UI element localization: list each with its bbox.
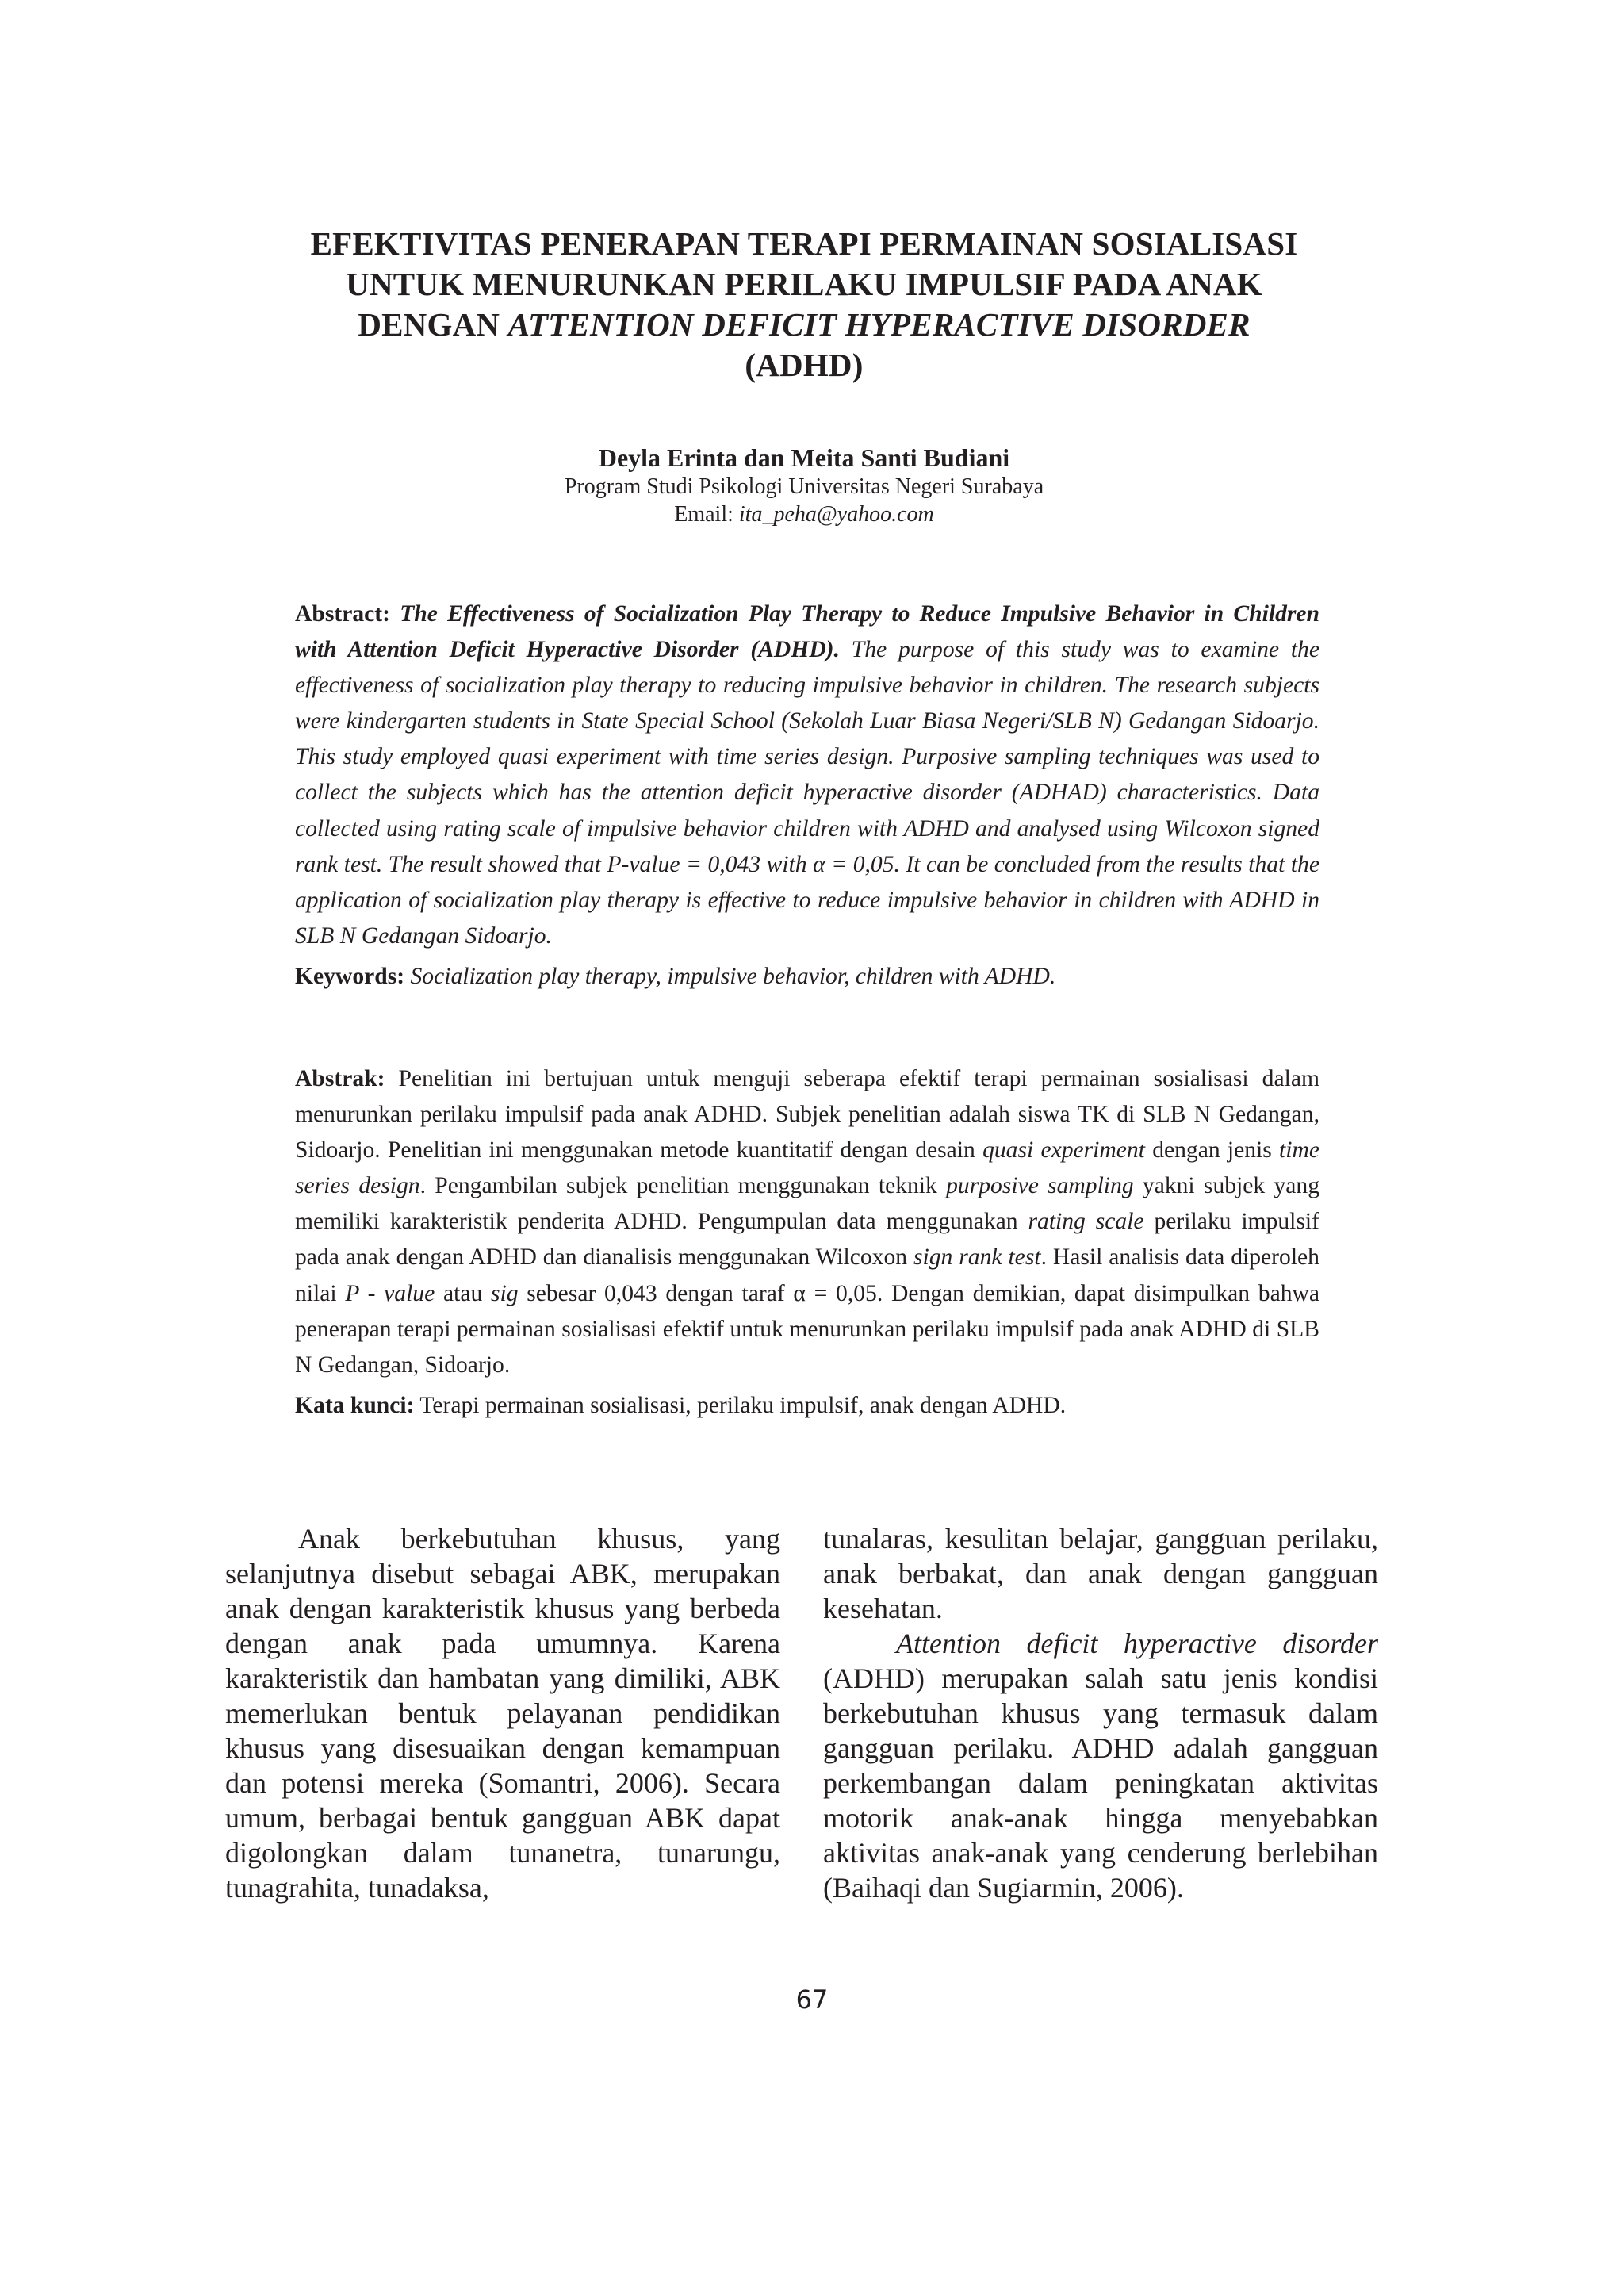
title-line-2: UNTUK MENURUNKAN PERILAKU IMPULSIF PADA ANAK [346,266,1262,302]
kata-kunci-text: Terapi permainan sosialisasi, perilaku impulsif, anak dengan ADHD. [414,1392,1067,1418]
abstract-indonesian [295,1061,1320,1424]
body-paragraph-2-italic: Attention deficit hyperactive disorder [896,1628,1378,1659]
abstrak-italic-4: rating scale [1028,1209,1144,1235]
title-line-1: EFEKTIVITAS PENERAPAN TERAPI PERMAINAN SOSIALISASI [310,225,1298,262]
abstrak-italic-1: quasi experiment [982,1137,1145,1164]
title-line-4: (ADHD) [745,347,864,383]
keywords-english [295,959,1320,995]
body-paragraph-2 [823,1626,1378,1905]
abstrak-italic-2: time series design [295,1137,1320,1199]
author-affiliation: Program Studi Psikologi Universitas Negeri Surabaya [564,474,1044,499]
abstrak-label: Abstrak: [295,1066,399,1091]
author-block [222,443,1386,528]
abstract-english-paragraph [295,596,1320,954]
keywords-label: Keywords: [295,963,405,989]
abstract-english [295,596,1320,995]
abstrak-text-5: perilaku impulsif pada anak dengan ADHD dan dianalisis menggunakan Wilcoxon [295,1209,1320,1271]
body-paragraph-1: Anak berkebutuhan khusus, yang selanjutnya disebut sebagai ABK, merupakan anak dengan karakteristik khusus yang berbeda dengan anak pada umumnya. Karena karakteristik dan hambatan yang dimiliki, ABK memerlukan bentuk pelayanan pendidikan khusus yang disesuaikan dengan kemampuan dan potensi mereka (Somantri, 2006). Secara umum, berbagai bentuk gangguan ABK dapat digolongkan dalam tunanetra, tunarungu, tunagrahita, tunadaksa, [225,1523,780,1904]
abstract-indonesian-paragraph [295,1061,1320,1383]
title-line-3 [222,305,1386,345]
kata-kunci-label: Kata kunci: [295,1392,415,1418]
abstrak-italic-5: sign rank test [914,1244,1041,1271]
email-address: ita_peha@yahoo.com [738,502,934,527]
body-column-left [225,1521,780,1905]
abstrak-text-1: Penelitian ini bertujuan untuk menguji seberapa efektif terapi permainan sosialisasi dalam menurunkan perilaku impulsif pada anak ADHD. Subjek penelitian adalah siswa TK di SLB N Gedangan, Sidoarjo. Penelitian ini menggunakan metode kuantitatif dengan desain [295,1066,1320,1164]
abstrak-text-6: . Hasil analisis data diperoleh nilai [295,1244,1320,1306]
abstrak-italic-3: purposive sampling [946,1173,1134,1199]
author-names: Deyla Erinta dan Meita Santi Budiani [598,443,1010,472]
title-line-3-italic: ATTENTION DEFICIT HYPERACTIVE DISORDER [508,306,1251,343]
title-line-3-prefix: DENGAN [358,306,508,343]
abstract-english-body: The purpose of this study was to examine the effectiveness of socialization play therapy to reducing impulsive behavior in children. The research subjects were kindergarten students in State Special School (Sekolah Luar Biasa Negeri/SLB N) Gedangan Sidoarjo. This study employed quasi experiment with time series design. Purposive sampling techniques was used to collect the subjects which has the attention deficit hyperactive disorder (ADHAD) characteristics. Data collected using rating scale of impulsive behavior children with ADHD and analysed using Wilcoxon signed rank test. The result showed that P-value = 0,043 with α = 0,05. It can be concluded from the results that the application of socialization play therapy is effective to reduce impulsive behavior in children with ADHD in SLB N Gedangan Sidoarjo. [295,637,1320,949]
article-title [222,224,1386,385]
abstrak-italic-7: sig [490,1280,519,1306]
abstrak-text-2: dengan jenis [1144,1137,1280,1164]
abstrak-text-8: sebesar 0,043 dengan taraf α = 0,05. Dengan demikian, dapat disimpulkan bahwa penerapan terapi permainan sosialisasi efektif untuk menurunkan perilaku impulsif pada anak ADHD di SLB N Gedangan, Sidoarjo. [295,1280,1320,1378]
email-label: Email: [674,502,739,527]
abstract-english-title: The Effectiveness of Socialization Play Therapy to Reduce Impulsive Behavior in Children with Attention Deficit Hyperactive Disorder (ADHD). [295,601,1320,663]
page-number: 67 [795,1984,829,2015]
body-paragraph-continued: tunalaras, kesulitan belajar, gangguan perilaku, anak berbakat, dan anak dengan gangguan kesehatan. [823,1523,1378,1624]
abstrak-italic-6: P - value [345,1280,435,1306]
author-email [222,500,1386,528]
body-column-right [823,1521,1378,1905]
abstrak-text-7: atau [435,1280,491,1306]
abstrak-text-3: . Pengambilan subjek penelitian menggunakan teknik [419,1173,947,1199]
keywords-text: Socialization play therapy, impulsive behavior, children with ADHD. [404,963,1056,989]
abstract-label: Abstract: [295,601,400,627]
abstrak-text-4: yakni subjek yang memiliki karakteristik penderita ADHD. Pengumpulan data menggunakan [295,1173,1320,1235]
keywords-indonesian [295,1388,1320,1424]
body-paragraph-2-text: (ADHD) merupakan salah satu jenis kondisi berkebutuhan khusus yang termasuk dalam gangguan perilaku. ADHD adalah gangguan perkembangan dalam peningkatan aktivitas motorik anak-anak hingga menyebabkan aktivitas anak-anak yang cenderung berlebihan (Baihaqi dan Sugiarmin, 2006). [823,1662,1378,1904]
